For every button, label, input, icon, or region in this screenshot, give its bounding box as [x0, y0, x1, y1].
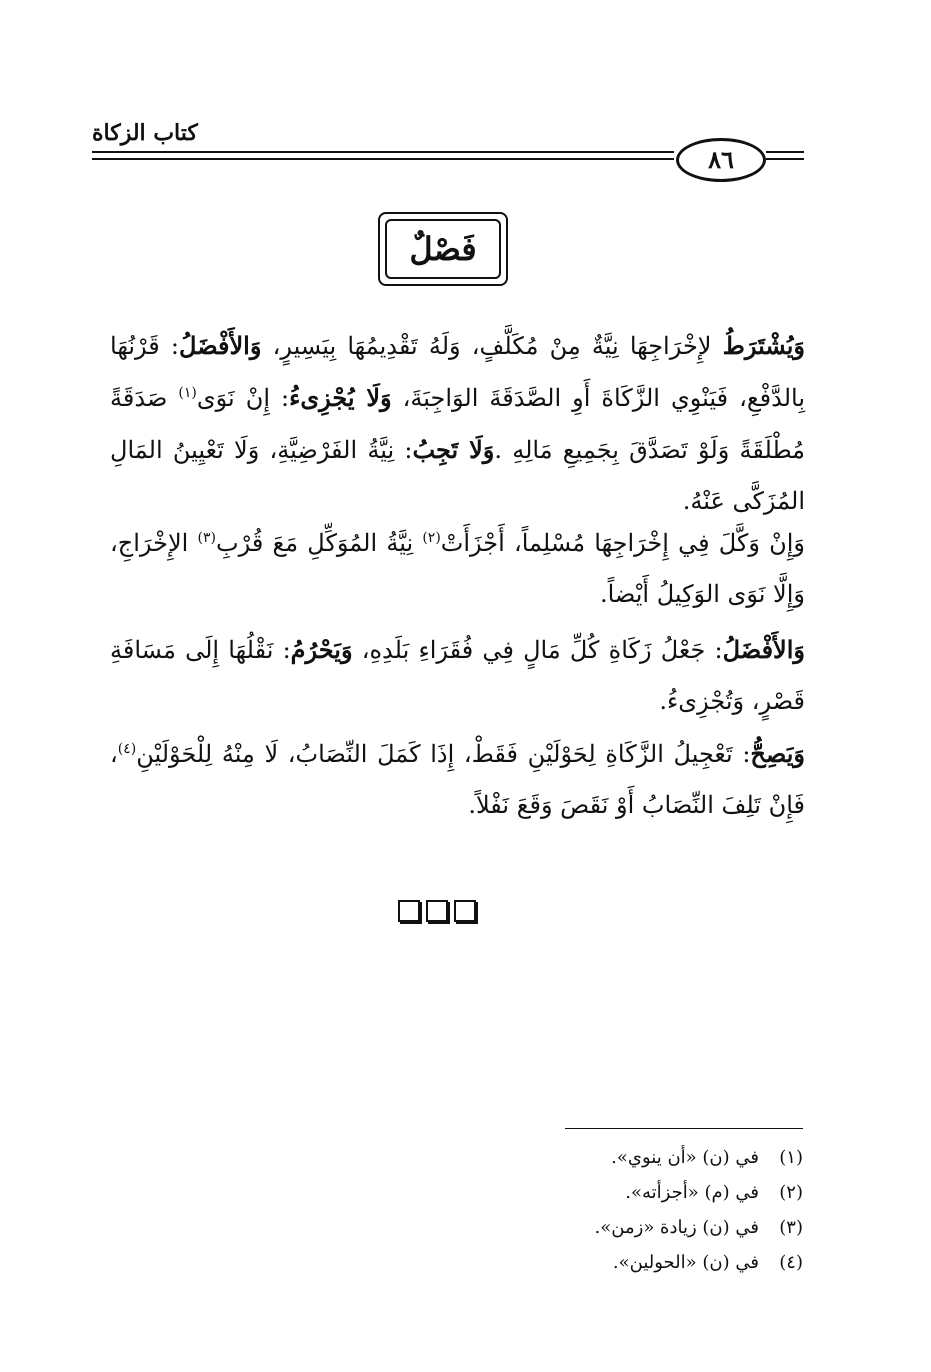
- square-ornament: [454, 900, 476, 922]
- footnote-number: (٤): [779, 1252, 803, 1273]
- text-run: ، فَإِنْ تَلِفَ النِّصَابُ أَوْ نَقَصَ وَقَعَ نَفْلاً.: [110, 740, 805, 819]
- text-run: : نَقْلُهَا إِلَى مَسَافَةِ قَصْرٍ، وَتُجْزِىءُ.: [110, 636, 805, 715]
- keyword: وَالأَفْضَلُ: [179, 331, 262, 360]
- footnote-number: (١): [779, 1147, 803, 1168]
- text-run: : تَعْجِيلُ الزَّكَاةِ لِحَوْلَيْنِ فَقَطْ، إِذَا كَمَلَ النِّصَابُ، لَا مِنْهُ لِلْحَوْلَيْنِ: [136, 740, 751, 768]
- section-heading: فَصْلٌ: [385, 219, 501, 279]
- footnote-text: في (م) «أجزأته».: [625, 1182, 759, 1203]
- keyword: وَالأَفْضَلُ: [722, 635, 805, 664]
- header-rule-left-top: [92, 151, 674, 153]
- footnote-ref: (٣): [197, 530, 216, 546]
- keyword: وَلَا يُجْزِىءُ: [289, 383, 392, 412]
- square-ornament: [398, 900, 420, 922]
- footnote-ref: (٢): [422, 530, 441, 546]
- keyword: وَيُشْتَرَطُ: [722, 331, 806, 360]
- footnote-text: في (ن) زيادة «زمن».: [594, 1217, 759, 1238]
- text-run: وَإِنْ وَكَّلَ فِي إِخْرَاجِهَا مُسْلِماً، أَجْزَأَتْ: [440, 529, 806, 557]
- book-title: كتاب الزكاة: [92, 120, 198, 146]
- footnote-item: [420, 1210, 803, 1245]
- text-run: : قَرْنُهَا بِالدَّفْعِ، فَيَنْوِي الزَّكَاةَ أَوِ الصَّدَقَةَ الوَاجِبَةَ،: [110, 332, 806, 412]
- text-run: صَدَقَةً مُطْلَقَةً وَلَوْ تَصَدَّقَ بِجَمِيعِ مَالِهِ .: [110, 384, 806, 464]
- footnote-ref: (٤): [117, 741, 137, 757]
- footnote-rule: [565, 1128, 803, 1129]
- footnote-text: في (ن) «أن ينوي».: [611, 1147, 759, 1168]
- keyword: وَيَحْرُمُ: [290, 635, 353, 664]
- paragraph-agent: [110, 518, 805, 620]
- header-rule-right-top: [766, 151, 804, 153]
- section-separator: [398, 900, 482, 926]
- footnote-ref: (١): [178, 385, 197, 401]
- paragraph-advance-payment: [110, 728, 805, 831]
- footnote-item: [420, 1175, 803, 1210]
- page-number: ٨٦: [676, 138, 766, 182]
- header-rule-left-bottom: [92, 158, 674, 160]
- header-rule-right-bottom: [766, 158, 804, 160]
- footnote-number: (٣): [779, 1217, 803, 1238]
- paragraph-transfer: [110, 624, 805, 727]
- text-run: لإِخْرَاجِهَا نِيَّةٌ مِنْ مُكَلَّفٍ، وَلَهُ تَقْدِيمُهَا بِيَسِيرٍ،: [261, 332, 723, 360]
- square-ornament: [426, 900, 448, 922]
- text-run: الإِخْرَاجِ، وَإِلَّا نَوَى الوَكِيلُ أَيْضاً.: [110, 529, 805, 608]
- footnote-item: [420, 1140, 803, 1175]
- text-run: : إِنْ نَوَى: [196, 384, 290, 412]
- paragraph-intention: [110, 320, 805, 527]
- footnotes: [420, 1140, 803, 1280]
- keyword: وَلَا تَجِبُ: [412, 435, 495, 464]
- text-run: : جَعْلُ زَكَاةِ كُلِّ مَالٍ فِي فُقَرَاءِ بَلَدِهِ،: [352, 636, 723, 664]
- text-run: : نِيَّةُ الفَرْضِيَّةِ، وَلَا تَعْيِينُ المَالِ المُزَكَّى عَنْهُ.: [110, 436, 805, 515]
- footnote-number: (٢): [779, 1182, 803, 1203]
- text-run: نِيَّةُ المُوَكِّلِ مَعَ قُرْبِ: [216, 529, 423, 557]
- footnote-item: [420, 1245, 803, 1280]
- keyword: وَيَصِحُّ: [750, 739, 805, 768]
- footnote-text: في (ن) «الحولين».: [612, 1252, 759, 1273]
